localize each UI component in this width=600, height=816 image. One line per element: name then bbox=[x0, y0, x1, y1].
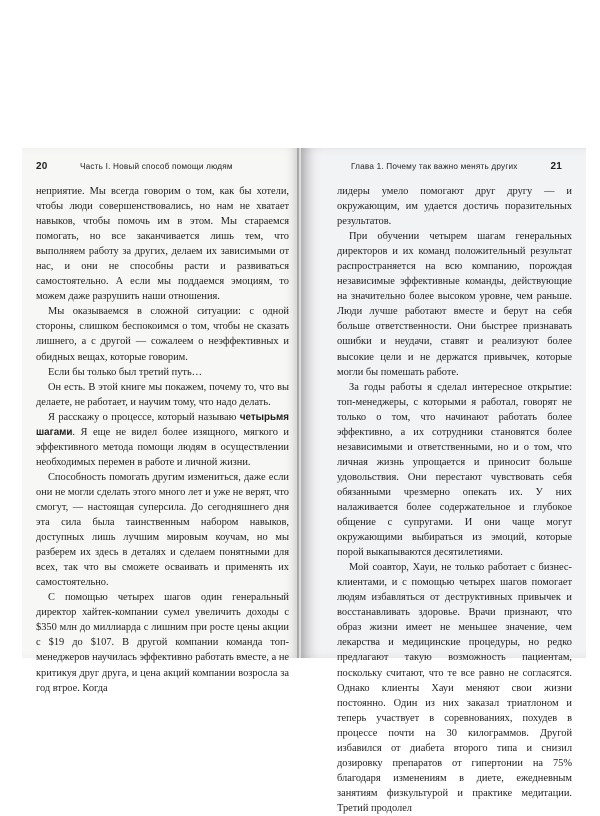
running-head: Глава 1. Почему так важно менять других bbox=[351, 162, 518, 171]
bold-term: четырьмя шагами bbox=[36, 411, 289, 438]
paragraph-text: . Я еще не видел более изящного, мягкого и эффективного метода помощи людям в осуществлении необходимых перемен в работе и личной жизни. bbox=[36, 426, 289, 468]
paragraph: Если бы только был третий путь… bbox=[48, 366, 203, 378]
left-page bbox=[22, 148, 299, 694]
paragraph: Он есть. В этой книге мы покажем, почему то, что вы делаете, не работает, и научим тому, что надо делать. bbox=[36, 381, 289, 408]
right-page bbox=[301, 148, 586, 814]
paragraph bbox=[36, 410, 289, 470]
paragraph: Способность помогать другим измениться, даже если они не могли сделать этого много лет и уже не верят, что смогут, — настоящая суперсила. До сегодняшнего дня эта сила была таинственным набором навыков, доступных лишь лучшим мировым коучам, но мы разберем их здесь в деталях и сделаем понятными для всех, так что вы сможете осваивать и применять их самостоятельно. bbox=[36, 471, 289, 589]
page-number: 20 bbox=[36, 161, 48, 172]
paragraph: лидеры умело помогают друг другу — и окружающим, им удается достичь поразительных результатов. bbox=[337, 186, 572, 228]
paragraph: Мы оказываемся в сложной ситуации: с одной стороны, слишком беспокоимся о том, чтобы не сказать лишнего, а с другой — сожалеем о неэффективных и обидных вещах, которые говорим. bbox=[36, 306, 289, 363]
left-page-header bbox=[36, 162, 287, 176]
paragraph-text: Я расскажу о процессе, который называю bbox=[48, 411, 240, 423]
left-page-body bbox=[36, 184, 289, 696]
paragraph: При обучении четырем шагам генеральных директоров и их команд положительный результат распространяется на всю компанию, порождая независимые эффективные команды, действующие на значительно более высоком уровне, чем раньше. Люди лучше работают вместе и берут на себя больше ответственности. Они быстрее признавать ошибки и неудачи, ставят и реализуют более высокие цели и не держатся привычек, которые могли бы помешать работе. bbox=[337, 231, 572, 378]
paragraph: С помощью четырех шагов один генеральный директор хайтек-компании сумел увеличить доходы с $350 млн до миллиарда с лишним при росте цены акции с $19 до $107. В другой компании команда топ-менеджеров научилась эффективно работать вместе, а не критикуя друг друга, и цена акций компании возросла за год втрое. Когда bbox=[36, 592, 289, 694]
paragraph: За годы работы я сделал интересное открытие: топ-менеджеры, с которыми я работал, говорят не только о том, что начинают работать более эффективно, а их сотрудники становятся более независимыми и ответственными, но и о том, что личная жизнь упрощается и приносит больше удовольствия. Они перестают чувствовать себя обязанными чрезмерно опекать их. У них налаживается более содержательное и глубокое общение с супругами. И они чаще могут окружающими выбираться из эмоций, которые порой выкапываются десятилетиями. bbox=[337, 381, 572, 559]
running-head: Часть I. Новый способ помощи людям bbox=[80, 162, 233, 171]
right-page-header bbox=[315, 162, 574, 176]
paragraph: неприятие. Мы всегда говорим о том, как бы хотели, чтобы люди совершенствовались, но нам не хватает навыков, чтобы помочь им в этом. Мы стараемся помогать, но все заканчивается лишь тем, что выполняем работу за других, делаем их зависимыми от нас, и они не способны расти и развиваться самостоятельно. А если мы поддаемся эмоциям, то можем даже разрушить наши отношения. bbox=[36, 186, 289, 303]
paragraph: Мой соавтор, Хауи, не только работает с бизнес-клиентами, и с помощью четырех шагов помогает людям избавляться от деструктивных привычек и восстанавливать здоровье. Врачи признают, что образ жизни имеет не меньшее значение, чем лекарства и медицинские процедуры, но редко предлагают такую возможность пациентам, поскольку считают, что те все равно не согласятся. Однако клиенты Хауи меняют свои жизни постоянно. Один из них заказал триатлоном и теперь участвует в соревнованиях, похудев в процессе почти на 30 килограммов. Другой избавился от диабета второго типа и снизил дозировку препаратов от гипертонии на 75% благодаря изменениям в диете, ежедневным занятиям физкультурой и практике медитации. Третий продолел bbox=[337, 562, 572, 814]
page-number: 21 bbox=[550, 161, 562, 172]
right-page-body bbox=[337, 184, 572, 816]
